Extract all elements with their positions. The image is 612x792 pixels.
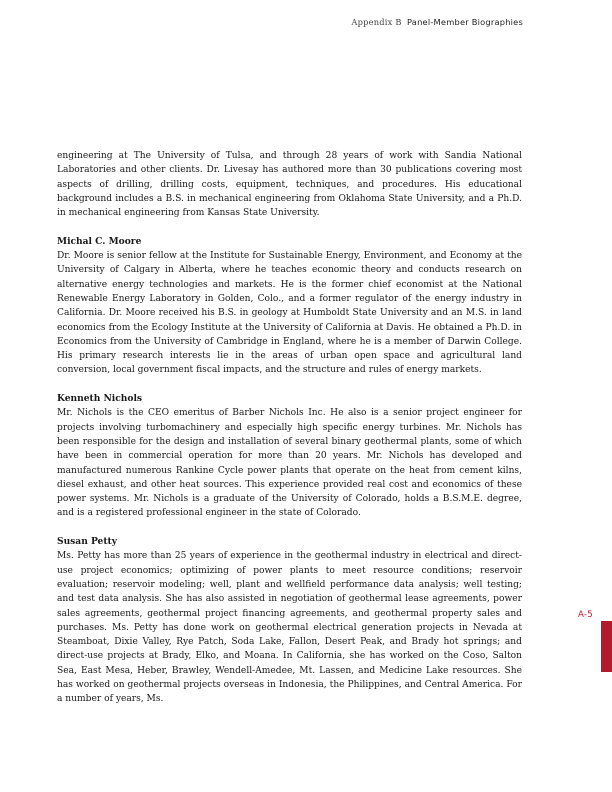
bio-name-moore: Michal C. Moore — [57, 235, 142, 247]
bio-text-petty: Ms. Petty has more than 25 years of experience in the geothermal industry in electrical and direct-use project economics; optimizing of power plants to meet resource conditions; reservoir evaluation; reservoir modeling; well, plant and wellfield performance data analysis; well testing; and test data analysis. She has also assisted in negotiation of geothermal lease agreements, power sales agreements, geothermal project financing agreements, and geothermal property sales and purchases. Ms. Petty has done work on geothermal electrical generation projects in Nevada at Steamboat, Dixie Valley, Rye Patch, Soda Lake, Fallon, Desert Peak, and Brady hot springs; and direct-use projects at Brady, Elko, and Moana. In California, she has worked on the Coso, Salton Sea, East Mesa, Heber, Brawley, Wendell-Amedee, Mt. Lassen, and Medicine Lake resources. She has worked on geothermal projects overseas in Indonesia, the Philippines, and Central America. For a number of years, Ms. — [57, 551, 522, 705]
page-number: A-5 — [578, 610, 594, 620]
bio-name-nichols: Kenneth Nichols — [57, 393, 143, 405]
running-header — [351, 17, 523, 27]
intro-paragraph: engineering at The University of Tulsa, and through 28 years of work with Sandia National Laboratories and other clients. Dr. Livesay has authored more than 30 publications covering most aspects of drilling, drilling costs, equipment, techniques, and procedures. His educational background includes a B.S. in mechanical engineering from Oklahoma State University, and a Ph.D. in mechanical engineering from Kansas State University. — [57, 151, 522, 219]
appendix-label: Appendix B — [351, 17, 402, 27]
section-title: Panel-Member Biographies — [406, 17, 523, 27]
bio-text-nichols: Mr. Nichols is the CEO emeritus of Barber Nichols Inc. He also is a senior project engineer for projects involving turbomachinery and especially high specific energy turbines. Mr. Nichols has been responsible for the design and installation of several binary geothermal plants, some of which have been in commercial operation for more than 20 years. Mr. Nichols has developed and manufactured numerous Rankine Cycle power plants that operate on the heat from cement kilns, diesel exhaust, and other heat sources. This experience provided real cost and economics of these power systems. Mr. Nichols is a graduate of the University of Colorado, holds a B.S.M.E. degree, and is a registered professional engineer in the state of Colorado. — [57, 408, 522, 519]
page-edge-tab — [601, 621, 612, 672]
bio-text-moore: Dr. Moore is senior fellow at the Institute for Sustainable Energy, Environment, and Economy at the University of Calgary in Alberta, where he teaches economic theory and conducts research on alternative energy technologies and markets. He is the former chief economist at the National Renewable Energy Laboratory in Golden, Colo., and a former regulator of the energy industry in California. Dr. Moore received his B.S. in geology at Humboldt State University and an M.S. in land economics from the Ecology Institute at the University of California at Davis. He obtained a Ph.D. in Economics from the University of Cambridge in England, where he is a member of Darwin College. His primary research interests lie in the areas of urban open space and agricultural land conversion, local government fiscal impacts, and the structure and rules of energy markets. — [57, 251, 522, 376]
bio-name-petty: Susan Petty — [57, 536, 118, 548]
page-body — [57, 149, 522, 707]
